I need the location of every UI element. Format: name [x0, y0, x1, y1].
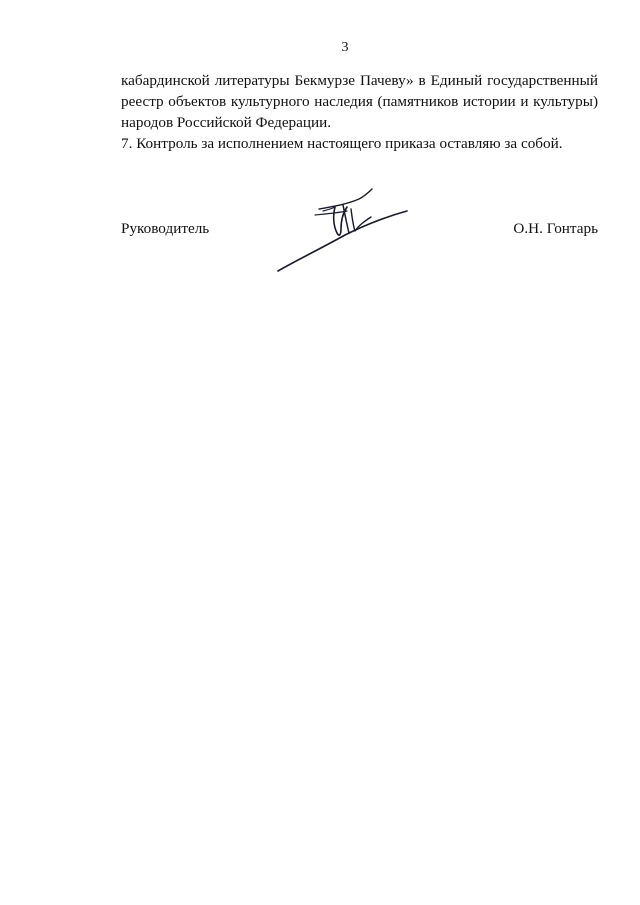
signatory-name: О.Н. Гонтарь	[513, 220, 598, 237]
signatory-title: Руководитель	[121, 220, 210, 237]
paragraph-continued: кабардинской литературы Бекмурзе Пачеву» в Единый государственный реестр объектов культурного наследия (памятников истории и культуры) народов Российской Федерации.	[121, 72, 598, 131]
paragraph-7-text: 7. Контроль за исполнением настоящего приказа оставляю за собой.	[121, 135, 563, 152]
paragraph-7	[121, 133, 598, 154]
body-text	[121, 70, 598, 154]
signature-row	[121, 220, 598, 244]
page-number: 3	[341, 40, 349, 55]
